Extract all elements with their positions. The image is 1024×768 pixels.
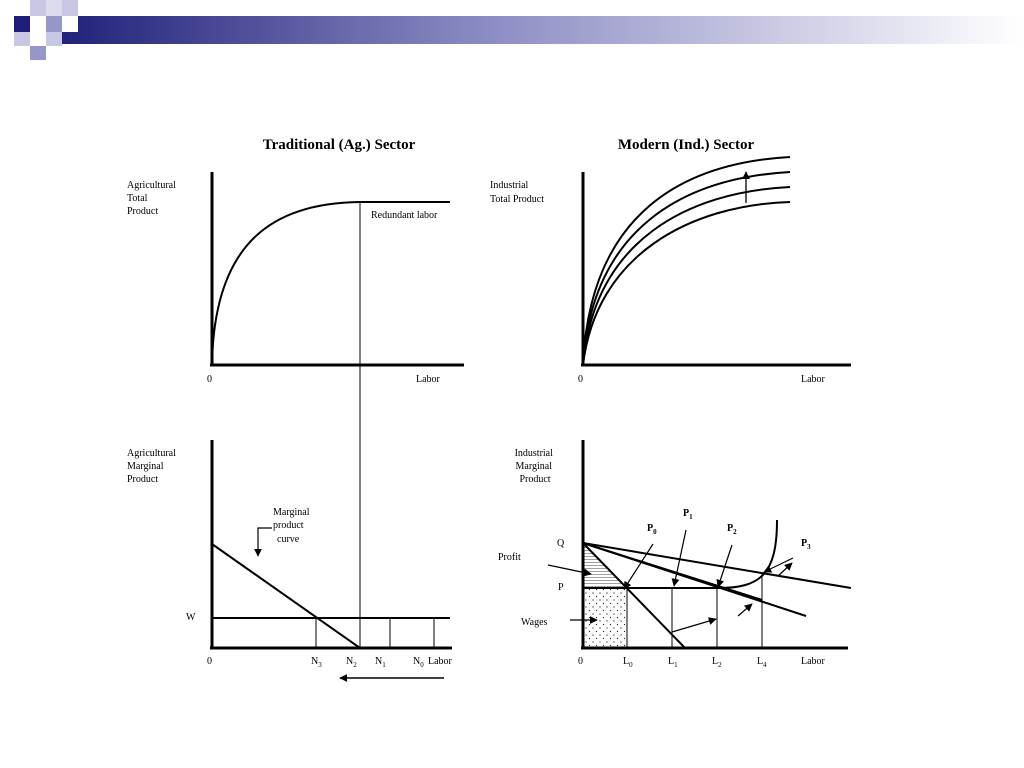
ind-tp-ylabel xyxy=(490,180,544,205)
expansion-arrow-1 xyxy=(672,619,716,632)
curve-label-p0: $P_0$ xyxy=(647,523,657,536)
header-square xyxy=(30,0,46,16)
header-square xyxy=(46,32,62,46)
ag-mp-ylabel-line: Product xyxy=(127,474,159,485)
ind-tp-xlabel: Labor xyxy=(801,374,825,385)
redundant-labor-label: Redundant labor xyxy=(371,210,438,221)
header-square xyxy=(46,0,62,16)
ag-marginal-product-chart xyxy=(127,440,453,678)
ind-mp-ylabel xyxy=(515,448,556,485)
ag-wage-label: W xyxy=(186,612,196,623)
curve-label-p1: $P_1$ xyxy=(683,508,693,521)
header-square xyxy=(62,16,78,32)
expansion-arrow-3 xyxy=(778,563,792,576)
ind-tp-ylabel-line: Industrial xyxy=(490,180,529,191)
ag-tp-origin: 0 xyxy=(207,374,212,385)
ag-mp-ylabel-line: Agricultural xyxy=(127,448,176,459)
tick-l0: $L_0$ xyxy=(623,656,633,669)
tick-l2: $L_2$ xyxy=(712,656,722,669)
wages-label: Wages xyxy=(521,617,548,628)
profit-label: Profit xyxy=(498,552,521,563)
tick-l1: $L_1$ xyxy=(668,656,678,669)
ind-tp-ylabel-line: Total Product xyxy=(490,194,545,205)
ind-mp-origin: 0 xyxy=(578,656,583,667)
ag-mp-ylabel xyxy=(127,448,178,485)
ag-mp-curve-label-line: curve xyxy=(277,534,300,545)
ind-q-label: Q xyxy=(557,538,565,549)
ind-mp-ylabel-line: Product xyxy=(519,474,551,485)
ag-mp-curve-label-line: product xyxy=(273,520,304,531)
p3-pointer-arrow xyxy=(764,558,793,572)
ag-mp-xlabel: Labor xyxy=(428,656,452,667)
header-square xyxy=(46,16,62,32)
tick-n1: $N_1$ xyxy=(375,656,386,669)
ind-mp-ylabel-line: Industrial xyxy=(514,448,553,459)
ind-mp-ylabel-line: Marginal xyxy=(515,461,552,472)
ag-tp-ylabel-line: Agricultural xyxy=(127,180,176,191)
ag-tp-ylabel-line: Product xyxy=(127,206,159,217)
wages-area xyxy=(583,588,627,648)
curve-label-p3: $P_3$ xyxy=(801,538,811,551)
ag-tp-xlabel: Labor xyxy=(416,374,440,385)
ind-tp-curve-2 xyxy=(583,187,790,365)
traditional-sector-title: Traditional (Ag.) Sector xyxy=(262,137,416,153)
ag-tp-ylabel xyxy=(127,180,178,217)
header-square xyxy=(14,32,30,46)
ind-tp-curve-3 xyxy=(583,172,790,365)
header-gradient-bar xyxy=(48,16,1024,44)
ind-p-label: P xyxy=(558,582,564,593)
ag-mp-curve-label xyxy=(273,507,312,545)
header-square xyxy=(30,16,46,32)
header-square xyxy=(62,0,78,16)
ind-tp-curve-1 xyxy=(583,202,790,365)
tick-n2: $N_2$ xyxy=(346,656,357,669)
header-decoration xyxy=(14,0,1024,60)
ind-total-product-chart xyxy=(490,157,851,385)
ag-mp-origin: 0 xyxy=(207,656,212,667)
ag-total-product-curve xyxy=(212,202,450,365)
header-square xyxy=(30,46,46,60)
expansion-arrow-2 xyxy=(738,604,752,616)
ind-mp-xlabel: Labor xyxy=(801,656,825,667)
ag-marginal-product-curve xyxy=(212,544,360,648)
tick-n3: $N_3$ xyxy=(311,656,322,669)
modern-sector-title: Modern (Ind.) Sector xyxy=(617,137,755,153)
curve-label-p2: $P_2$ xyxy=(727,523,737,536)
ind-marginal-product-chart xyxy=(498,440,851,669)
ag-tp-ylabel-line: Total xyxy=(127,193,148,204)
ag-mp-ylabel-line: Marginal xyxy=(127,461,164,472)
ag-mp-curve-pointer-arrow xyxy=(258,528,272,556)
tick-l4: $L_4$ xyxy=(757,656,767,669)
ag-total-product-chart xyxy=(127,172,464,385)
ind-tp-origin: 0 xyxy=(578,374,583,385)
ind-mp-curve-p3 xyxy=(583,543,851,588)
tick-n0: $N_0$ xyxy=(413,656,424,669)
ag-mp-curve-label-line: Marginal xyxy=(273,507,310,518)
header-square xyxy=(14,16,30,32)
